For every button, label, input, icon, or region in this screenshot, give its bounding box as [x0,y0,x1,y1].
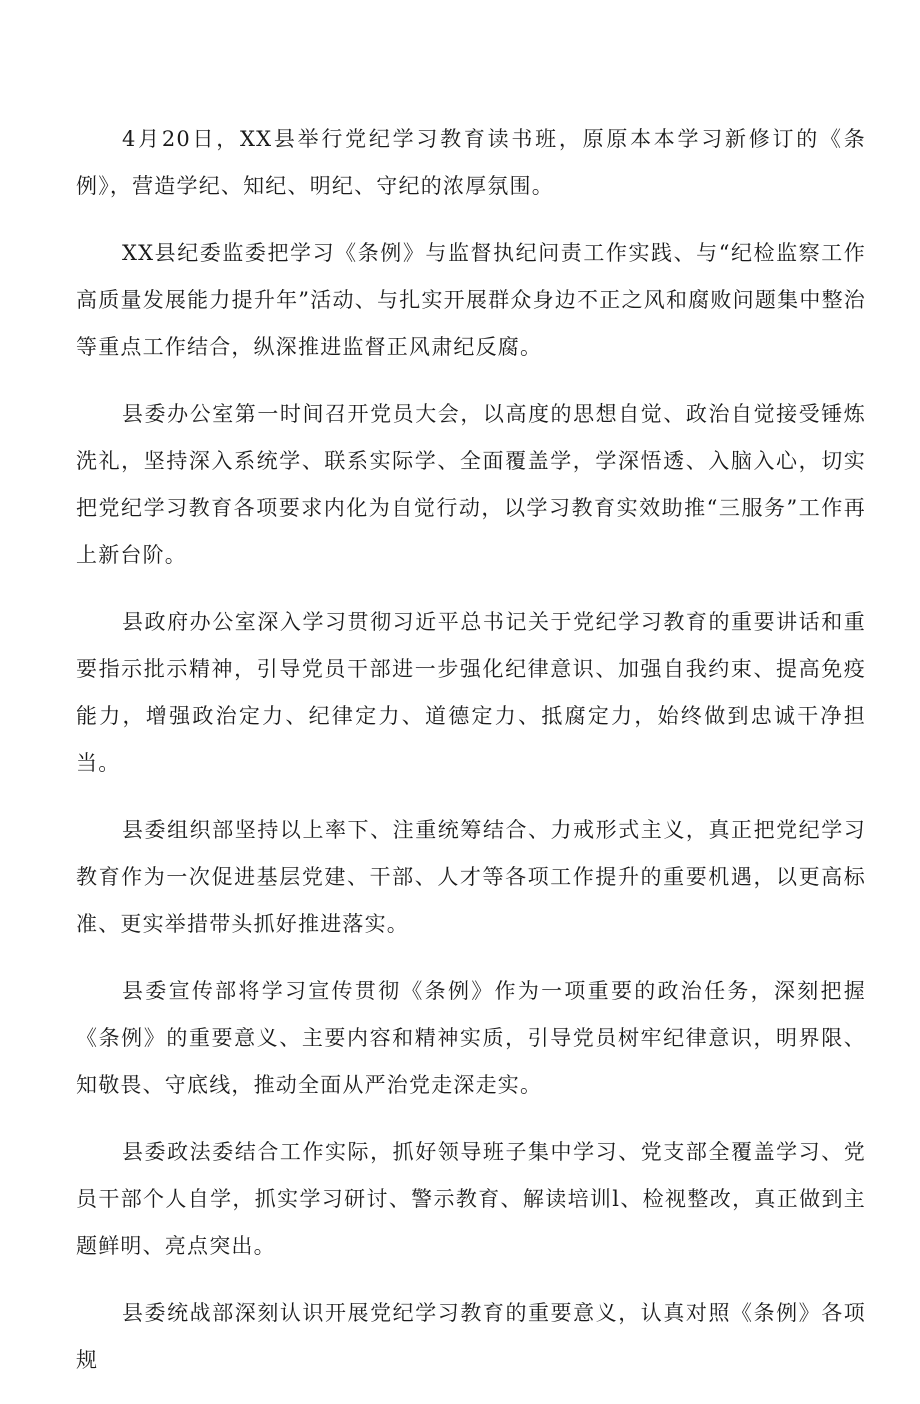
paragraph-2: XX县纪委监委把学习《条例》与监督执纪问责工作实践、与“纪检监察工作高质量发展能力提升年”活动、与扎实开展群众身边不正之风和腐败问题集中整治等重点工作结合，纵深推进监督正风肃纪反腐。 [76,241,866,359]
paragraph-3: 县委办公室第一时间召开党员大会，以高度的思想自觉、政治自觉接受锤炼洗礼，坚持深入系统学、联系实际学、全面覆盖学，学深悟透、入脑入心，切实把党纪学习教育各项要求内化为自觉行动，以学习教育实效助推“三服务”工作再上新台阶。 [76,402,866,567]
paragraph-7: 县委政法委结合工作实际，抓好领导班子集中学习、党支部全覆盖学习、党员干部个人自学，抓实学习研讨、警示教育、解读培训l、检视整改，真正做到主题鲜明、亮点突出。 [76,1140,866,1258]
paragraph-8: 县委统战部深刻认识开展党纪学习教育的重要意义，认真对照《条例》各项规 [76,1301,866,1372]
paragraph-1: 4月20日，XX县举行党纪学习教育读书班，原原本本学习新修订的《条例》，营造学纪、知纪、明纪、守纪的浓厚氛围。 [76,127,866,198]
paragraph-4: 县政府办公室深入学习贯彻习近平总书记关于党纪学习教育的重要讲话和重要指示批示精神，引导党员干部进一步强化纪律意识、加强自我约束、提高免疫能力，增强政治定力、纪律定力、道德定力、抵腐定力，始终做到忠诚干净担当。 [76,610,866,775]
paragraph-6: 县委宣传部将学习宣传贯彻《条例》作为一项重要的政治任务，深刻把握《条例》的重要意义、主要内容和精神实质，引导党员树牢纪律意识，明界限、知敬畏、守底线，推动全面从严治党走深走实。 [76,979,866,1097]
paragraph-5: 县委组织部坚持以上率下、注重统筹结合、力戒形式主义，真正把党纪学习教育作为一次促进基层党建、干部、人才等各项工作提升的重要机遇，以更高标准、更实举措带头抓好推进落实。 [76,818,866,936]
document-body [76,116,866,1404]
